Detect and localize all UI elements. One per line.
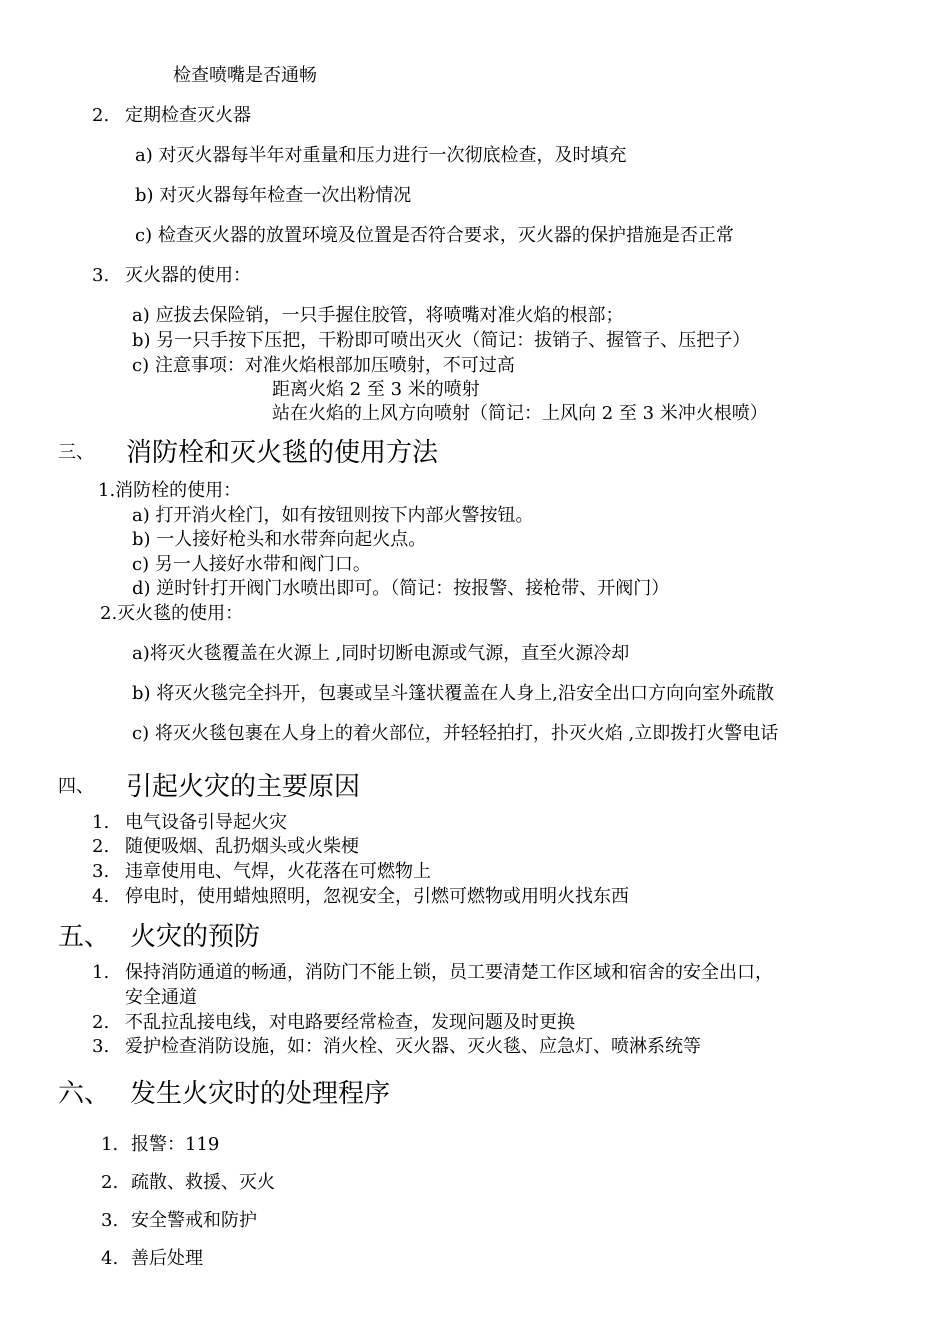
item-number: 1. [92,962,110,983]
list-item: a) 打开消火栓门，如有按钮则按下内部火警按钮。 [132,505,534,526]
list-item: c) 检查灭火器的放置环境及位置是否符合要求，灭火器的保护措施是否正常 [135,225,734,246]
item-number: 3. [92,861,110,882]
item-number: 3. [92,265,110,286]
item-number: 3. [101,1210,119,1231]
section-number: 六、 [58,1079,111,1109]
item-number: 4. [92,886,110,907]
item-number: 1. [92,812,110,833]
section-title: 消防栓和灭火毯的使用方法 [126,438,439,468]
subsection-title: 1.消防栓的使用： [98,480,242,501]
subsection-title: 灭火器的使用： [125,265,251,286]
list-item-continuation: 站在火焰的上风方向喷射（简记：上风向 2 至 3 米冲火根喷） [272,403,768,424]
section-number: 四、 [58,776,94,797]
list-item: a) 对灭火器每半年对重量和压力进行一次彻底检查，及时填充 [135,145,627,166]
section-title: 发生火灾时的处理程序 [130,1079,391,1109]
item-number: 2. [92,836,110,857]
section-number: 五、 [58,922,111,952]
item-number: 3. [92,1036,110,1057]
item-number: 2. [92,1012,110,1033]
list-item: d) 逆时针打开阀门水喷出即可。（简记：按报警、接枪带、开阀门） [132,578,670,599]
list-item: 报警：119 [131,1134,220,1155]
list-item: 善后处理 [131,1248,203,1269]
list-item: b) 将灭火毯完全抖开，包裹或呈斗篷状覆盖在人身上,沿安全出口方向向室外疏散 [132,683,774,704]
item-number: 2. [92,105,110,126]
list-item: a)将灭火毯覆盖在火源上 ,同时切断电源或气源，直至火源冷却 [132,643,630,664]
list-item: 安全警戒和防护 [131,1210,257,1231]
item-number: 4. [101,1248,119,1269]
list-item: 停电时，使用蜡烛照明，忽视安全，引燃可燃物或用明火找东西 [125,886,629,907]
list-item: b) 一人接好枪头和水带奔向起火点。 [132,529,427,550]
nozzle-check-line: 检查喷嘴是否通畅 [173,65,317,86]
list-item: 不乱拉乱接电线，对电路要经常检查，发现问题及时更换 [125,1012,575,1033]
list-item-continuation: 距离火焰 2 至 3 米的喷射 [272,379,480,400]
section-title: 火灾的预防 [130,922,261,952]
list-item: 随便吸烟、乱扔烟头或火柴梗 [125,836,359,857]
item-number: 2. [101,1172,119,1193]
list-item-continuation: 安全通道 [125,987,197,1008]
subsection-title: 2.灭火毯的使用： [100,603,244,624]
subsection-title: 定期检查灭火器 [125,105,251,126]
list-item: 疏散、救援、灭火 [131,1172,275,1193]
list-item: c) 将灭火毯包裹在人身上的着火部位，并轻轻拍打，扑灭火焰 ,立即拨打火警电话 [132,723,779,744]
section-title: 引起火灾的主要原因 [126,772,361,802]
list-item: 保持消防通道的畅通，消防门不能上锁，员工要清楚工作区域和宿舍的安全出口， [125,962,773,983]
section-number: 三、 [58,442,94,463]
list-item: 爱护检查消防设施，如：消火栓、灭火器、灭火毯、应急灯、喷淋系统等 [125,1036,701,1057]
item-number: 1. [101,1134,119,1155]
list-item: 违章使用电、气焊，火花落在可燃物上 [125,861,431,882]
list-item: c) 注意事项：对准火焰根部加压喷射，不可过高 [132,355,515,376]
list-item: a) 应拔去保险销，一只手握住胶管，将喷嘴对准火焰的根部； [132,305,624,326]
list-item: 电气设备引导起火灾 [125,812,287,833]
list-item: b) 对灭火器每年检查一次出粉情况 [135,185,412,206]
list-item: c) 另一人接好水带和阀门口。 [132,554,371,575]
list-item: b) 另一只手按下压把，干粉即可喷出灭火（简记：拔销子、握管子、压把子） [132,330,751,351]
